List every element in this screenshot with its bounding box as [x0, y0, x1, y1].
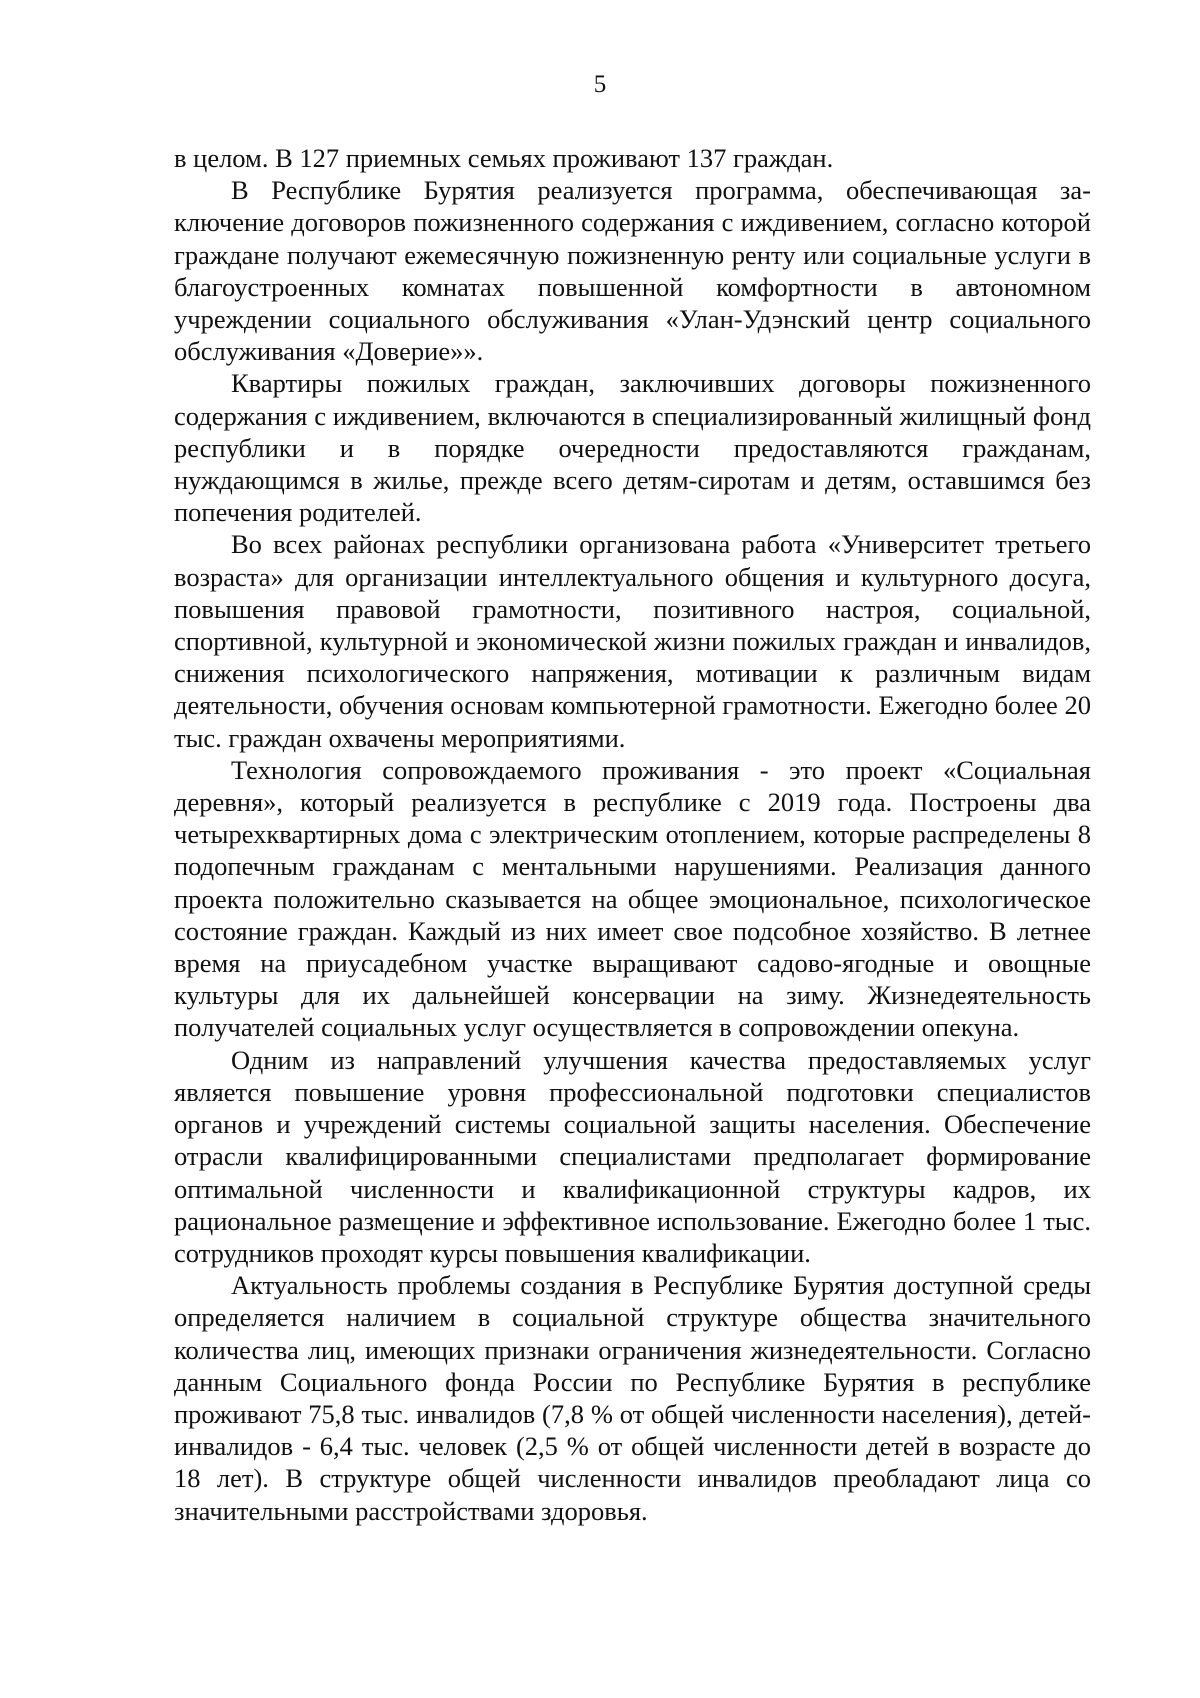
document-body [174, 142, 1091, 1527]
paragraph-accessible-environment: Актуальность проблемы создания в Республике Бурятия доступной среды определяется наличием в социальной структуре общества значительного количества лиц, имеющих признаки ограничения жизнедеятельности. Согласно данным Социального фонда России по Республике Бурятия в республике проживают 75,8 тыс. инвалидов (7,8 % от общей численности населения), детей-инвалидов - 6,4 тыс. человек (2,5 % от общей численности детей в возрасте до 18 лет). В структуре общей численности инвалидов преобладают лица со значительными расстройствами здоровья. [174, 1270, 1091, 1526]
paragraph-social-village: Технология сопровождаемого проживания - это проект «Социальная деревня», который реализуется в республике с 2019 года. Построены два четырехквартирных дома с электрическим отоплением, которые распределены 8 подопечным гражданам с ментальными нарушениями. Реализация данного проекта положительно сказывается на общее эмоциональное, психологическое состояние граждан. Каждый из них имеет свое подсобное хозяйство. В летнее время на приусадебном участке выращивают садово-ягодные и овощные культуры для их дальнейшей консервации на зиму. Жизнедеятельность получателей социальных услуг осуществляется в сопровождении опекуна. [174, 754, 1091, 1043]
paragraph-specialized-housing-fund: Квартиры пожилых граждан, заключивших договоры пожизненного содержания с иждивением, включаются в специализированный жилищный фонд республики и в порядке очередности предоставляются гражданам, нуждающимся в жилье, прежде всего детям-сиротам и детям, оставшимся без попечения родителей. [174, 368, 1091, 528]
page-number: 5 [593, 71, 607, 98]
paragraph-continuation: в целом. В 127 приемных семьях проживают 137 граждан. [174, 143, 834, 173]
paragraph-third-age-university: Во всех районах республики организована работа «Университет третьего возраста» для организации интеллектуального общения и культурного досуга, повышения правовой грамотности, позитивного настроя, социальной, спортивной, культурной и экономической жизни пожилых граждан и инвалидов, снижения психологического напряжения, мотивации к различным видам деятельности, обучения основам компьютерной грамотности. Ежегодно более 20 тыс. граждан охвачены мероприятиями. [174, 529, 1091, 753]
paragraph-life-annuity-program: В Республике Бурятия реализуется программа, обеспечивающая заключение договоров пожизненного содержания с иждивением, согласно которой граждане получают ежемесячную пожизненную ренту или социальные услуги в благоустроенных комнатах повышенной комфортности в автономном учреждении социального обслуживания «Улан-Удэнский центр социального обслуживания «Доверие»». [174, 175, 1091, 367]
paragraph-staff-training: Одним из направлений улучшения качества предоставляемых услуг является повышение уровня профессиональной подготовки специалистов органов и учреждений системы социальной защиты населения. Обеспечение отрасли квалифицированными специалистами предполагает формирование оптимальной численности и квалификационной структуры кадров, их рациональное размещение и эффективное использование. Ежегодно более 1 тыс. сотрудников проходят курсы повышения квалификации. [174, 1044, 1091, 1268]
